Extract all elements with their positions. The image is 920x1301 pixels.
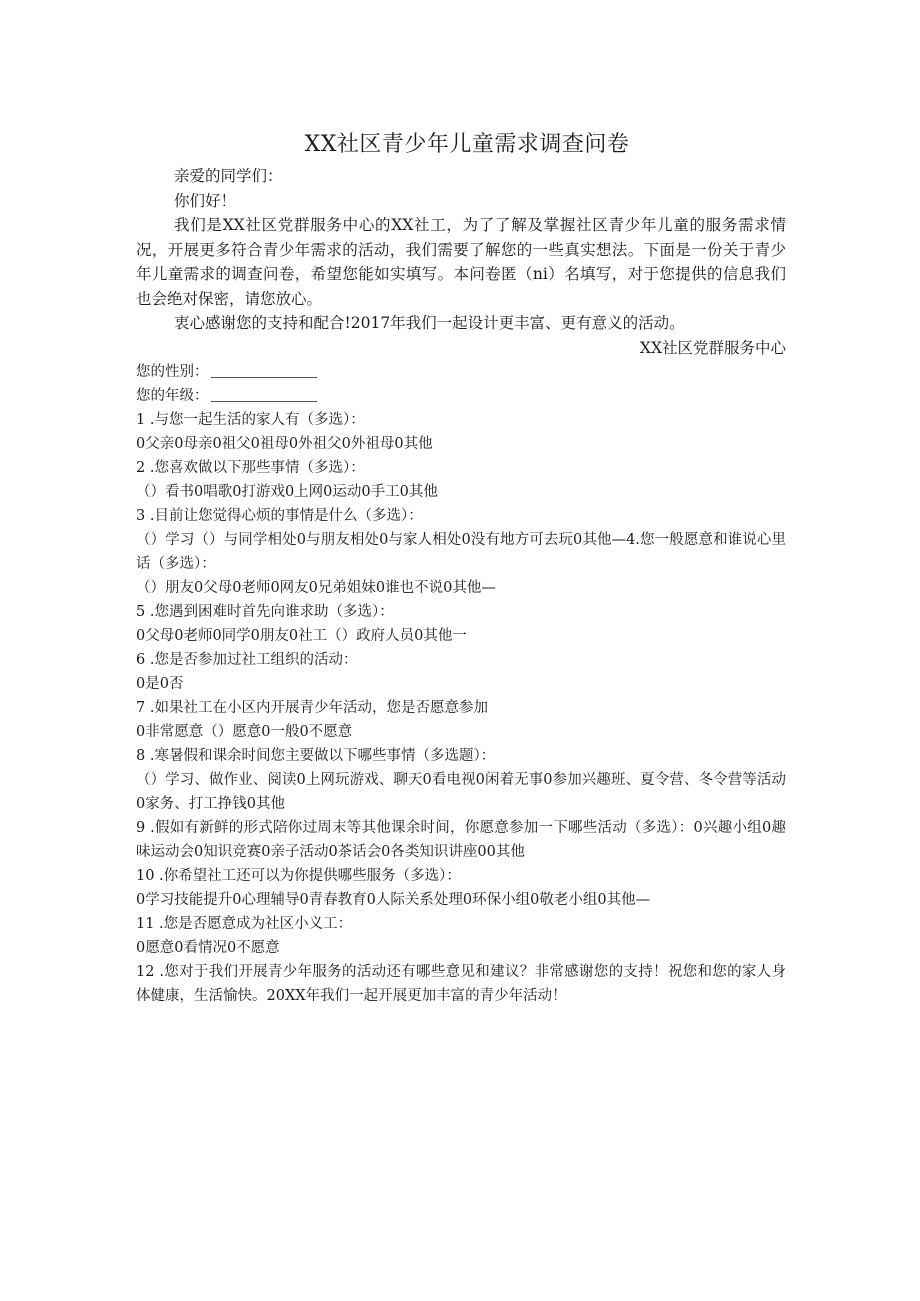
question-line: 1 .与您一起生活的家人有（多选）： — [136, 412, 365, 428]
question-line: （）学习、做作业、阅读0上网玩游戏、聊天0看电视0闲着无事0参加兴趣班、夏令营、冬令营等活动0家务、打工挣钱0其他 — [136, 772, 786, 812]
question-line: 0是0否 — [136, 676, 184, 692]
page-title: XX社区青少年儿童需求调查问卷 — [304, 132, 630, 157]
grade-label: 您的年级： — [136, 388, 209, 404]
question-line: 0非常愿意（）愿意0一般0不愿意 — [136, 724, 353, 740]
question-line: 6 .您是否参加过社工组织的活动： — [136, 652, 358, 668]
grade-field — [136, 384, 786, 408]
thanks-paragraph: 衷心感谢您的支持和配合!2017年我们一起设计更丰富、更有意义的活动。 — [174, 314, 685, 332]
question-line: 7 .如果社工在小区内开展青少年活动，您是否愿意参加 — [136, 700, 488, 716]
question-line: 0父母0老师0同学0朋友0社工（）政府人员0其他一 — [136, 628, 467, 644]
intro-paragraph: 我们是XX社区党群服务中心的XX社工，为了了解及掌握社区青少年儿童的服务需求情况，开展更多符合青少年需求的活动，我们需要了解您的一些真实想法。下面是一份关于青少年儿童需求的调查问卷，希望您能如实填写。本问卷匿（ni）名填写，对于您提供的信息我们也会绝对保密，请您放心。 — [136, 216, 786, 308]
questions-list — [136, 408, 786, 1008]
question-line: 0愿意0看情况0不愿意 — [136, 940, 280, 956]
grade-blank[interactable] — [211, 387, 317, 402]
hello: 你们好！ — [174, 191, 237, 210]
greeting: 亲爱的同学们： — [174, 167, 283, 185]
question-line: 5 .您遇到困难时首先向谁求助（多选）： — [136, 604, 394, 620]
question-line: 12 .您对于我们开展青少年服务的活动还有哪些意见和建议？非常感谢您的支持！祝您和您的家人身体健康，生活愉快。20XX年我们一起开展更加丰富的青少年活动！ — [136, 964, 786, 1004]
signature: XX社区党群服务中心 — [639, 338, 786, 357]
questionnaire-page — [136, 128, 786, 1008]
question-line: 2 .您喜欢做以下那些事情（多选）： — [136, 460, 365, 476]
gender-label: 您的性别： — [136, 364, 209, 380]
question-line: 0学习技能提升0心理辅导0青春教育0人际关系处理0环保小组0敬老小组0其他— — [136, 892, 651, 908]
question-line: 11 .您是否愿意成为社区小义工： — [136, 916, 353, 932]
question-line: （）朋友0父母0老师0网友0兄弟姐妹0谁也不说0其他— — [136, 580, 496, 596]
question-line: 9 .假如有新鲜的形式陪你过周末等其他课余时间，你愿意参加一下哪些活动（多选）：0兴趣小组0趣味运动会0知识竞赛0亲子活动0茶话会0各类知识讲座00其他 — [136, 820, 786, 860]
question-line: 10 .你希望社工还可以为你提供哪些服务（多选）： — [136, 868, 461, 884]
question-line: 3 .目前让您觉得心烦的事情是什么（多选）： — [136, 508, 423, 524]
intro-section — [136, 164, 786, 360]
gender-field — [136, 360, 786, 384]
gender-blank[interactable] — [211, 363, 317, 378]
question-line: （）学习（）与同学相处0与朋友相处0与家人相处0没有地方可去玩0其他—4.您一般愿意和谁说心里话（多选）： — [136, 532, 786, 572]
question-line: 8 .寒暑假和课余时间您主要做以下哪些事情（多选题）： — [136, 748, 496, 764]
question-line: （）看书0唱歌0打游戏0上网0运动0手工0其他 — [136, 484, 438, 500]
question-line: 0父亲0母亲0祖父0祖母0外祖父0外祖母0其他 — [136, 436, 433, 452]
